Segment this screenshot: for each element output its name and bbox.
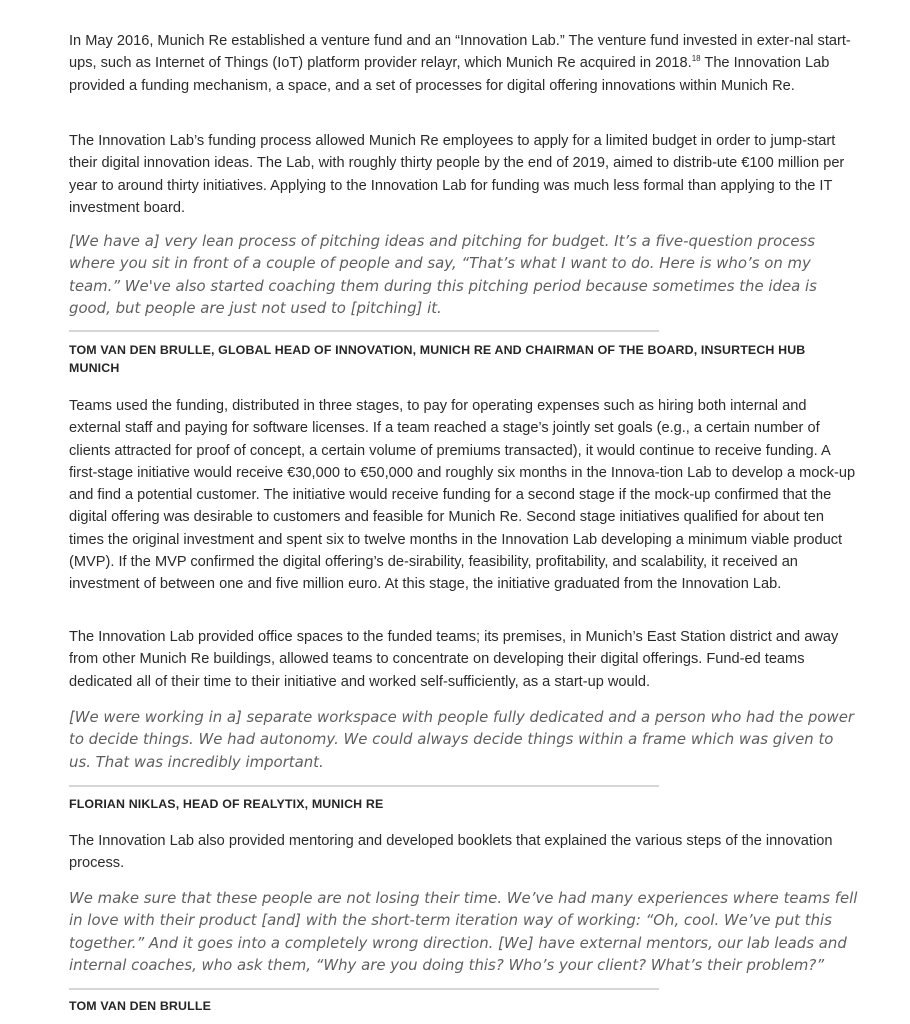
pull-quote-mentors: We make sure that these people are not losing their time. We’ve had many experiences where teams fell in love with their product [and] with the short-term iteration way of working: “Oh, cool. We’ve put this together.” And it goes into a completely wrong direction. [We] have external mentors, our lab leads and internal coaches, who ask them, “Why are you doing this? Who’s your client? What’s their problem?” xyxy=(69,889,858,974)
pull-quote-workspace: [We were working in a] separate workspace with people fully dedicated and a person who had the power to decide things. We had autonomy. We could always decide things within a frame which was given to us. That was incredibly important. xyxy=(69,708,854,771)
quote-attribution-florian-niklas: FLORIAN NIKLAS, HEAD OF REALYTIX, MUNICH RE xyxy=(69,797,384,811)
quote-divider xyxy=(69,785,659,787)
paragraph-funding-stages: Teams used the funding, distributed in three stages, to pay for operating expenses such as hiring both internal and external staff and paying for software licenses. If a team reached a stage’s jointly set goals (e.g., a certain number of clients attracted for proof of concept, a certain volume of premiums transacted), it would continue to receive funding. A first-stage initiative would receive €30,000 to €50,000 and roughly six months in the Innova-tion Lab to develop a mock-up and find a potential customer. The initiative would receive funding for a second stage if the mock-up confirmed that the digital offering was desirable to customers and feasible for Munich Re. Second stage initiatives qualified for about ten times the original investment and spent six to twelve months in the Innovation Lab developing a minimum viable product (MVP). If the MVP confirmed the digital offering’s de-sirability, feasibility, profitability, and scalability, it received an investment of between one and five million euro. At this stage, the initiative graduated from the Innovation Lab. xyxy=(69,398,856,593)
paragraph-funding-process: The Innovation Lab’s funding process allowed Munich Re employees to apply for a limited budget in order to jump-start their digital innovation ideas. The Lab, with roughly thirty people by the end of 2019, aimed to distrib-ute €100 million per year to around thirty initiatives. Applying to the Innovation Lab for funding was much less formal than applying to the IT investment board. xyxy=(69,133,845,216)
paragraph-mentoring: The Innovation Lab also provided mentoring and developed booklets that explained the various steps of the innovation process. xyxy=(69,833,833,872)
footnote-marker: 18 xyxy=(691,54,701,64)
paragraph-venture-fund xyxy=(69,30,859,97)
quote-divider xyxy=(69,330,659,332)
quote-divider xyxy=(69,988,659,990)
paragraph-venture-fund-text: In May 2016, Munich Re established a venture fund and an “Innovation Lab.” The venture fund invested in exter-nal start-ups, such as Internet of Things (IoT) platform provider relayr, which Munich Re acquired in 2018. xyxy=(69,33,851,72)
pull-quote-pitching: [We have a] very lean process of pitching ideas and pitching for budget. It’s a five-question process where you sit in front of a couple of people and say, “That’s what I want to do. Here is who’s on my team.” We've also started coaching them during this pitching period because sometimes the idea is good, but people are just not used to [pitching] it. xyxy=(69,232,817,317)
paragraph-office-spaces: The Innovation Lab provided office spaces to the funded teams; its premises, in Munich’s East Station district and away from other Munich Re buildings, allowed teams to concentrate on developing their digital offerings. Fund-ed teams dedicated all of their time to their initiative and worked self-sufficiently, as a start-up would. xyxy=(69,629,839,690)
quote-attribution-tom-van-den-brulle: TOM VAN DEN BRULLE, GLOBAL HEAD OF INNOVATION, MUNICH RE AND CHAIRMAN OF THE BOARD, INSURTECH HUB MUNICH xyxy=(69,343,806,375)
paragraph-venture-fund-text-continued: The Innovation Lab provided a funding mechanism, a space, and a set of processes for digital offering innovations within Munich Re. xyxy=(69,55,830,94)
quote-attribution-tom-van-den-brulle-short: TOM VAN DEN BRULLE xyxy=(69,999,211,1013)
